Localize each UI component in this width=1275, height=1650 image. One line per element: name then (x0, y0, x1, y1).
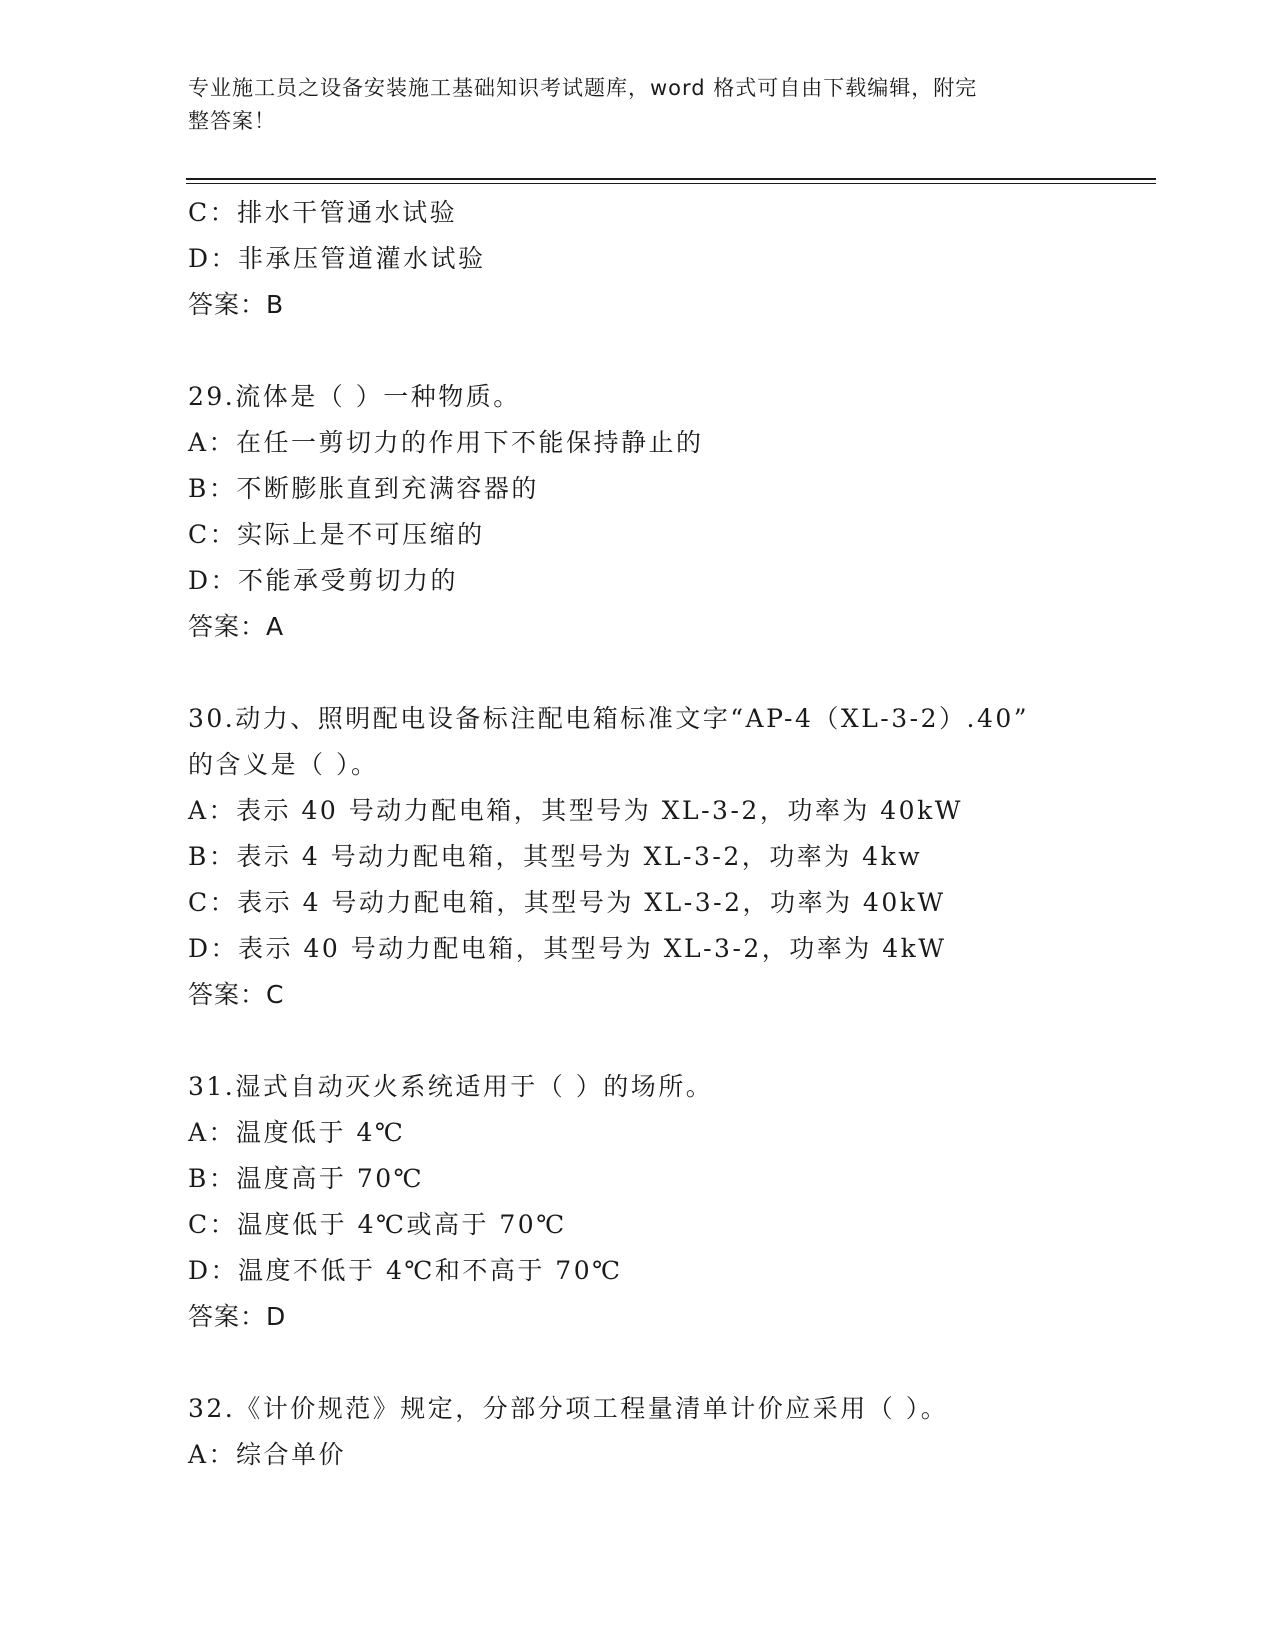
option-c: C：排水干管通水试验 (188, 198, 458, 227)
option-d: D：非承压管道灌水试验 (188, 244, 486, 273)
question-29 (188, 374, 1148, 650)
option-b: B：不断膨胀直到充满容器的 (188, 474, 539, 503)
option-a: A：表示 40 号动力配电箱，其型号为 XL-3-2，功率为 40kW (188, 796, 963, 825)
question-32 (188, 1386, 1148, 1478)
header-line-1: 专业施工员之设备安装施工基础知识考试题库，word 格式可自由下载编辑，附完 (188, 76, 978, 100)
option-d: D：表示 40 号动力配电箱，其型号为 XL-3-2，功率为 4kW (188, 934, 947, 963)
question-list (188, 190, 1148, 1478)
document-header (188, 72, 1078, 138)
answer: 答案：B (188, 290, 285, 319)
answer: 答案：D (188, 1302, 287, 1331)
option-b: B：表示 4 号动力配电箱，其型号为 XL-3-2，功率为 4kw (188, 842, 923, 871)
question-stem: 32.《计价规范》规定，分部分项工程量清单计价应采用（ ）。 (188, 1394, 949, 1423)
question-stem-continued: 的含义是（ ）。 (188, 750, 379, 779)
option-d: D：温度不低于 4℃和不高于 70℃ (188, 1256, 623, 1285)
question-stem: 30.动力、照明配电设备标注配电箱标准文字“AP-4（XL-3-2）.40” (188, 704, 1030, 733)
option-a: A：综合单价 (188, 1440, 347, 1469)
question-30 (188, 696, 1148, 1018)
header-divider-thin (186, 183, 1156, 184)
option-c: C：实际上是不可压缩的 (188, 520, 485, 549)
option-c: C：温度低于 4℃或高于 70℃ (188, 1210, 567, 1239)
option-a: A：在任一剪切力的作用下不能保持静止的 (188, 428, 704, 457)
header-line-2: 整答案！ (188, 109, 276, 133)
option-d: D：不能承受剪切力的 (188, 566, 459, 595)
answer: 答案：C (188, 980, 285, 1009)
question-31 (188, 1064, 1148, 1340)
question-stem: 31.湿式自动灭火系统适用于（ ）的场所。 (188, 1072, 714, 1101)
option-a: A：温度低于 4℃ (188, 1118, 406, 1147)
option-c: C：表示 4 号动力配电箱，其型号为 XL-3-2，功率为 40kW (188, 888, 946, 917)
option-b: B：温度高于 70℃ (188, 1164, 425, 1193)
question-stem: 29.流体是（ ）一种物质。 (188, 382, 521, 411)
question-28 (188, 190, 1148, 328)
answer: 答案：A (188, 612, 285, 641)
header-divider-thick (186, 178, 1156, 180)
